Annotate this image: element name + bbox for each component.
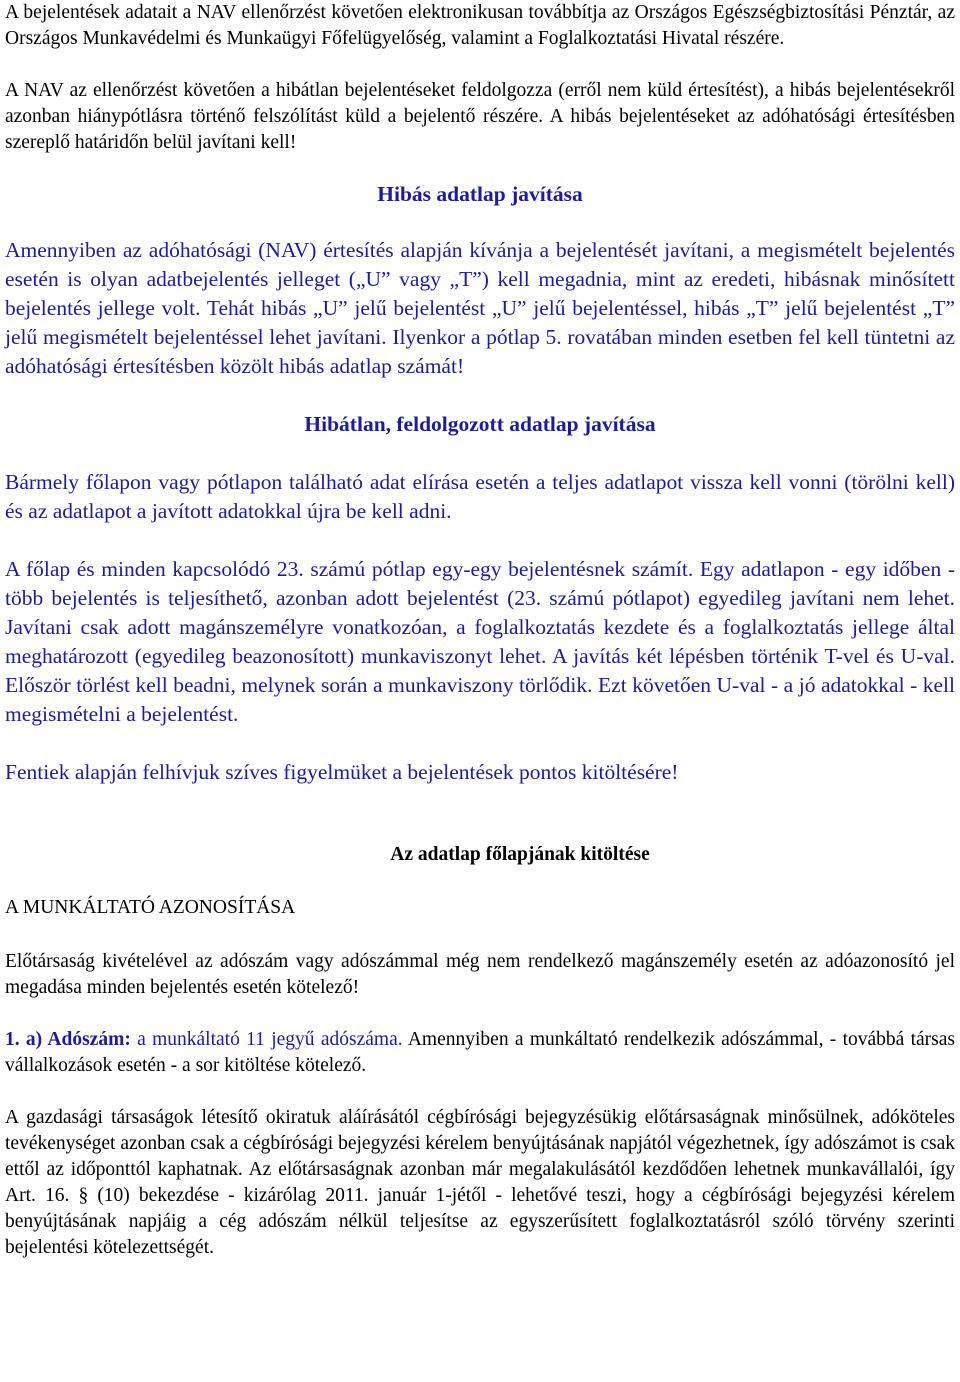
munkaltato-azonositasa-title: A MUNKÁLTATÓ AZONOSÍTÁSA xyxy=(5,897,296,918)
hibas-paragraph: Amennyiben az adóhatósági (NAV) értesítés alapján kívánja a bejelentését javítani, a megismételt bejelentés esetén is olyan adatbejelentés jelleget („U” vagy „T”) kell megadnia, mint az eredeti, hibásnak minősített bejelentés jellege volt. Tehát hibás „U” jelű bejelentést „U” jelű bejelentéssel, hibás „T” jelű bejelentést „T” jelű megismételt bejelentéssel lehet javítani. Ilyenkor a pótlap 5. rovatában minden esetben fel kell tüntetni az adóhatósági értesítésben közölt hibás adatlap számát! xyxy=(5,238,955,378)
folap-paragraph-3: A gazdasági társaságok létesítő okiratuk aláírásától cégbírósági bejegyzésükig előtársaságnak minősülnek, adóköteles tevékenységet azonban csak a cégbírósági bejegyzési kérelem benyújtásának napjától végezhetnek, így adószámot is csak ettől az időponttól kaphatnak. Az előtársaságnak azonban már megalakulásától kezdődően lehetnek munkavállalói, így Art. 16. § (10) bekezdése - kizárólag 2011. január 1-jétől - lehetővé teszi, hogy a cégbírósági bejegyzési kérelem benyújtásának napjáig a cég adószám nélkül teljesítse az egyszerűsített foglalkoztatásról szóló törvény szerinti bejelentési kötelezettségét. xyxy=(5,1107,955,1258)
heading-hibatlan-adatlap: Hibátlan, feldolgozott adatlap javítása xyxy=(304,412,656,436)
intro-paragraph-2: A NAV az ellenőrzést követően a hibátlan bejelentéseket feldolgozza (erről nem küld értesítést), a hibás bejelentésekről azonban hiánypótlásra történő felszólítást küld a bejelentő részére. A hibás bejelentéseket az adóhatósági értesítésben szereplő határidőn belül javítani kell! xyxy=(5,80,955,153)
adoszam-item xyxy=(5,1027,955,1079)
heading-folap-kitoltese: Az adatlap főlapjának kitöltése xyxy=(390,844,650,865)
folap-paragraph-1: Előtársaság kivételével az adószám vagy adószámmal még nem rendelkező magánszemély esetén az adóazonosító jel megadása minden bejelentés esetén kötelező! xyxy=(5,951,955,998)
intro-paragraph-1: A bejelentések adatait a NAV ellenőrzést követően elektronikusan továbbítja az Országos Egészségbiztosítási Pénztár, az Országos Munkavédelmi és Munkaügyi Főfelügyelőség, valamint a Foglalkoztatási Hivatal részére. xyxy=(5,2,955,49)
document-page xyxy=(5,0,955,1261)
hibatlan-paragraph-1: Bármely főlapon vagy pótlapon található adat elírása esetén a teljes adatlapot vissza kell vonni (törölni kell) és az adatlapot a javított adatokkal újra be kell adni. xyxy=(5,470,955,523)
adoszam-description: a munkáltató 11 jegyű adószáma. xyxy=(130,1029,403,1050)
adoszam-note: Amennyiben a munkáltató rendelkezik adószámmal, - továbbá társas vállalkozások esetén - a sor kitöltése kötelező. xyxy=(5,1029,956,1076)
hibatlan-paragraph-3: Fentiek alapján felhívjuk szíves figyelmüket a bejelentések pontos kitöltésére! xyxy=(5,760,679,784)
heading-hibas-adatlap: Hibás adatlap javítása xyxy=(377,182,583,206)
hibatlan-paragraph-2: A főlap és minden kapcsolódó 23. számú pótlap egy-egy bejelentésnek számít. Egy adatlapon - egy időben - több bejelentés is teljesíthető, azonban adott bejelentést (23. számú pótlapot) egyedileg javítani nem lehet. Javítani csak adott magánszemélyre vonatkozóan, a foglalkoztatás kezdete és a foglalkoztatás jellege által meghatározott (egyedileg beazonosított) munkaviszonyt lehet. A javítás két lépésben történik T-vel és U-val. Először törlést kell beadni, melynek során a munkaviszony törlődik. Ezt követően U-val - a jó adatokkal - kell megismételni a bejelentést. xyxy=(5,557,955,726)
adoszam-label: 1. a) Adószám: xyxy=(5,1029,131,1050)
